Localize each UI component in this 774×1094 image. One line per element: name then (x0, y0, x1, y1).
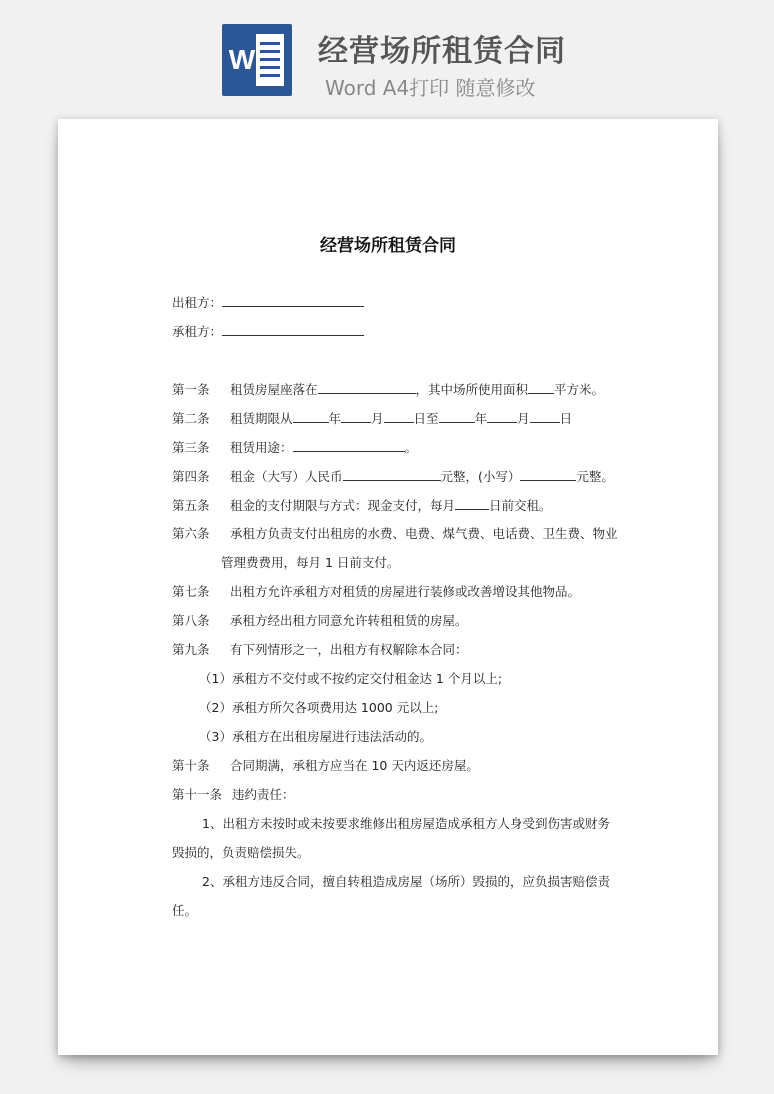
document-page (58, 119, 718, 1055)
article-11-para-1: 1、出租方未按时或未按要求维修出租房屋造成承租方人身受到伤害或财务 (202, 816, 610, 831)
banner-title: 经营场所租赁合同 (318, 34, 566, 69)
lessee-line: 承租方： (172, 323, 364, 340)
article-1: 第一条 租赁房屋座落在 ，其中场所使用面积 平方米。 (172, 382, 605, 397)
document-title: 经营场所租赁合同 (320, 236, 456, 256)
article-4: 第四条 租金（大写）人民币 元整，(小写） 元整。 (172, 469, 614, 484)
article-3: 第三条 租赁用途： 。 (172, 440, 418, 455)
banner-subtitle: Word A4打印 随意修改 (325, 76, 536, 100)
article-9: 第九条 有下列情形之一，出租方有权解除本合同： (172, 642, 468, 657)
article-9-item-3: （3）承租方在出租房屋进行违法活动的。 (199, 729, 432, 744)
article-11-para-2: 2、承租方违反合同，擅自转租造成房屋（场所）毁损的，应负损害赔偿责 (202, 874, 610, 889)
logo-letter: W (228, 44, 256, 75)
article-11-para-1-cont: 毁损的，负责赔偿损失。 (172, 845, 310, 860)
lessor-line: 出租方： (172, 294, 364, 311)
article-9-item-1: （1）承租方不交付或不按约定交付租金达 1 个月以上; (199, 671, 503, 686)
article-6-cont: 管理费费用，每月 1 日前支付。 (221, 555, 400, 570)
article-7: 第七条 出租方允许承租方对租赁的房屋进行装修或改善增设其他物品。 (172, 584, 581, 599)
article-9-item-2: （2）承租方所欠各项费用达 1000 元以上; (199, 700, 439, 715)
article-11: 第十一条 违约责任： (172, 787, 295, 802)
article-10: 第十条 合同期满，承租方应当在 10 天内返还房屋。 (172, 758, 479, 773)
banner (0, 0, 774, 110)
word-logo-icon (222, 24, 292, 96)
article-6: 第六条 承租方负责支付出租房的水费、电费、煤气费、电话费、卫生费、物业 (172, 526, 618, 541)
article-5: 第五条 租金的支付期限与方式：现金支付，每月 日前交租。 (172, 498, 552, 513)
article-2: 第二条 租赁期限从 年 月 日至 年 月 日 (172, 411, 573, 426)
article-11-para-2-cont: 任。 (172, 903, 198, 918)
article-8: 第八条 承租方经出租方同意允许转租租赁的房屋。 (172, 613, 468, 628)
